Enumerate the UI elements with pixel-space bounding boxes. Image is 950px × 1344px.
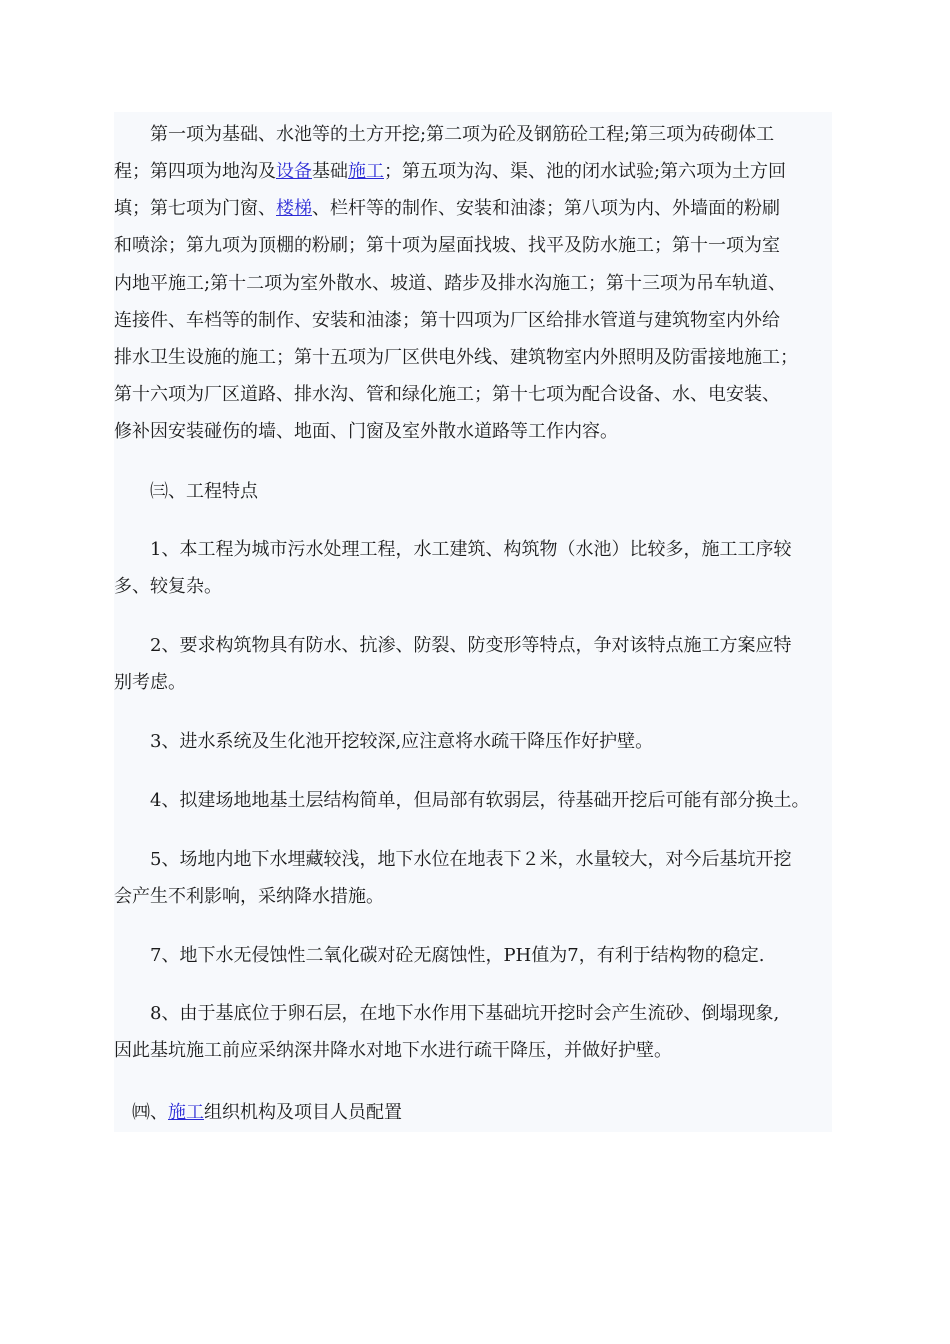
feature-line	[114, 538, 791, 562]
feature-line	[114, 789, 809, 813]
text-segment: 组织机构及项目人员配置	[204, 1102, 402, 1123]
section-heading	[114, 1101, 402, 1125]
text-segment: 别考虑。	[114, 672, 186, 693]
intro-line	[114, 160, 786, 184]
text-segment: 排水卫生设施的施工；第十五项为厂区供电外线、建筑物室内外照明及防雷接地施工；	[114, 347, 798, 368]
text-segment: 内地平施工;第十二项为室外散水、坡道、踏步及排水沟施工；第十三项为吊车轨道、	[114, 273, 787, 294]
text-segment: 和喷涂；第九项为顶棚的粉刷；第十项为屋面找坡、找平及防水施工；第十一项为室	[114, 235, 780, 256]
section-heading	[114, 480, 258, 504]
intro-line	[114, 272, 786, 296]
text-segment: 4、拟建场地地基土层结构简单，但局部有软弱层，待基础开挖后可能有部分换土。	[114, 790, 810, 811]
inline-link[interactable]: 施工	[348, 161, 384, 182]
inline-link[interactable]: 设备	[276, 161, 312, 182]
text-segment: 连接件、车档等的制作、安装和油漆；第十四项为厂区给排水管道与建筑物室内外给	[114, 310, 780, 331]
feature-line	[114, 1002, 779, 1026]
feature-line	[114, 671, 186, 695]
intro-line	[114, 123, 774, 147]
text-segment: 1、本工程为城市污水处理工程，水工建筑、构筑物（水池）比较多，施工工序较	[114, 539, 792, 560]
text-segment: ㈣、	[114, 1102, 168, 1123]
intro-line	[114, 309, 780, 333]
feature-line	[114, 1039, 672, 1063]
text-segment: 因此基坑施工前应采纳深井降水对地下水进行疏干降压，并做好护壁。	[114, 1040, 672, 1061]
text-segment: ；第五项为沟、渠、池的闭水试验;第六项为土方回	[384, 161, 787, 182]
text-segment: 8、由于基底位于卵石层，在地下水作用下基础坑开挖时会产生流砂、倒塌现象,	[114, 1003, 780, 1024]
feature-line	[114, 944, 764, 968]
intro-line	[114, 420, 618, 444]
text-segment: 第一项为基础、水池等的土方开挖;第二项为砼及钢筋砼工程;第三项为砖砌体工	[114, 124, 775, 145]
intro-line	[114, 346, 798, 370]
feature-line	[114, 848, 791, 872]
text-segment: 修补因安装碰伤的墙、地面、门窗及室外散水道路等工作内容。	[114, 421, 618, 442]
text-segment: 、栏杆等的制作、安装和油漆；第八项为内、外墙面的粉刷	[312, 198, 780, 219]
intro-line	[114, 197, 780, 221]
text-segment: 基础	[312, 161, 348, 182]
text-segment: 5、场地内地下水埋藏较浅，地下水位在地表下２米，水量较大，对今后基坑开挖	[114, 849, 792, 870]
text-segment: 填；第七项为门窗、	[114, 198, 276, 219]
text-segment: 程；第四项为地沟及	[114, 161, 276, 182]
inline-link[interactable]: 楼梯	[276, 198, 312, 219]
feature-line	[114, 885, 384, 909]
feature-line	[114, 730, 653, 754]
feature-line	[114, 575, 222, 599]
text-segment: 7、地下水无侵蚀性二氧化碳对砼无腐蚀性，PH值为7，有利于结构物的稳定.	[114, 945, 765, 966]
text-segment: ㈢、工程特点	[114, 481, 258, 502]
intro-line	[114, 383, 780, 407]
text-segment: 第十六项为厂区道路、排水沟、管和绿化施工；第十七项为配合设备、水、电安装、	[114, 384, 780, 405]
feature-line	[114, 634, 791, 658]
text-segment: 3、进水系统及生化池开挖较深,应注意将水疏干降压作好护壁。	[114, 731, 654, 752]
text-segment: 会产生不利影响，采纳降水措施。	[114, 886, 384, 907]
text-segment: 多、较复杂。	[114, 576, 222, 597]
text-segment: 2、要求构筑物具有防水、抗渗、防裂、防变形等特点，争对该特点施工方案应特	[114, 635, 792, 656]
inline-link[interactable]: 施工	[168, 1102, 204, 1123]
intro-line	[114, 234, 780, 258]
